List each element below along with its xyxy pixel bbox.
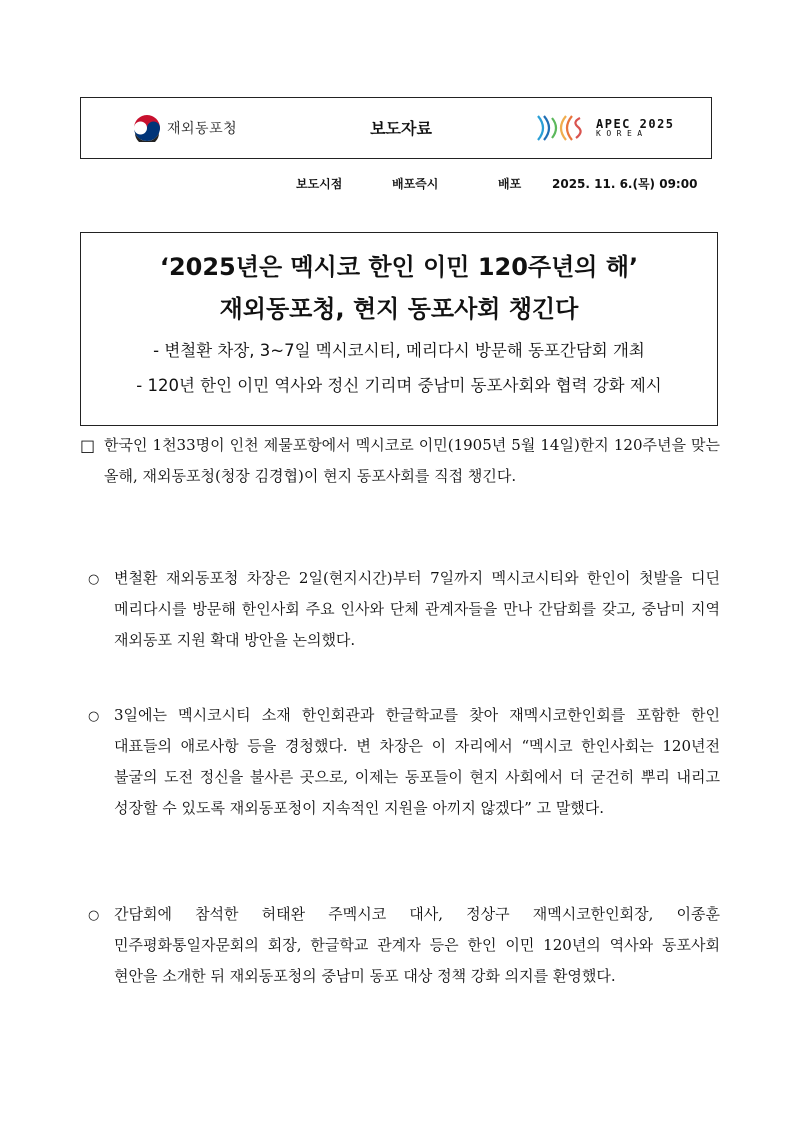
org-name: 재외동포청 [167,121,238,137]
org-logo [133,114,237,142]
apec-subtitle: KOREA [596,129,648,139]
bullet-paragraph-1 [88,563,720,656]
apec-emblem-icon [534,110,590,146]
distribution-date: 2025. 11. 6.(목) 09:00 [552,177,698,191]
title-box [80,232,718,426]
bullet-paragraph-3 [88,899,720,992]
header-box [80,97,712,159]
square-bullet-icon: □ [80,436,96,455]
apec-wordmark [596,118,675,139]
bullet-text-2: 3일에는 멕시코시티 소재 한인회관과 한글학교를 찾아 재멕시코한인회를 포함한 한인 대표들의 애로사항 등을 경청했다. 변 차장은 이 자리에서 “멕시코 한인사회는 120년전 불굴의 도전 정신을 불사른 곳으로, 이제는 동포들이 현지 사회에서 더 굳건히 뿌리 내리고 성장할 수 있도록 재외동포청이 지속적인 지원을 아끼지 않겠다” 고 말했다. [114,706,720,817]
document-type: 보도자료 [370,119,432,138]
apec-title: APEC 2025 [596,116,675,131]
bullet-text-1: 변철환 재외동포청 차장은 2일(현지시간)부터 7일까지 멕시코시티와 한인이 첫발을 디딘 메리다시를 방문해 한인사회 주요 인사와 단체 관계자들을 만나 간담회를 갖고, 중남미 지역 재외동포 지원 확대 방안을 논의했다. [114,569,720,649]
lead-paragraph [80,430,720,492]
headline-2: 재외동포청, 현지 동포사회 챙긴다 [219,295,579,323]
circle-bullet-icon: ○ [88,908,100,923]
circle-bullet-icon: ○ [88,709,100,724]
taegeuk-emblem-icon [133,114,161,142]
bullet-paragraph-2 [88,700,720,824]
subheadline-2: - 120년 한인 이민 역사와 정신 기리며 중남미 동포사회와 협력 강화 제시 [136,376,662,395]
lead-text: 한국인 1천33명이 인천 제물포항에서 멕시코로 이민(1905년 5월 14일)한지 120주년을 맞는 올해, 재외동포청(청장 김경협)이 현지 동포사회를 직접 챙긴다. [104,436,720,485]
distribution-label: 배포 [498,177,522,191]
bullet-text-3: 간담회에 참석한 허태완 주멕시코 대사, 정상구 재멕시코한인회장, 이종훈 민주평화통일자문회의 회장, 한글학교 관계자 등은 한인 이민 120년의 역사와 동포사회 현안을 소개한 뒤 재외동포청의 중남미 동포 대상 정책 강화 의지를 환영했다. [114,905,720,985]
release-time-label: 보도시점 [296,177,343,191]
circle-bullet-icon: ○ [88,572,100,587]
subheadline-1: - 변철환 차장, 3~7일 멕시코시티, 메리다시 방문해 동포간담회 개최 [153,341,645,360]
headline: ‘2025년은 멕시코 한인 이민 120주년의 해’ [159,253,639,281]
release-time-value: 배포즉시 [392,177,439,191]
apec-logo [534,110,675,146]
